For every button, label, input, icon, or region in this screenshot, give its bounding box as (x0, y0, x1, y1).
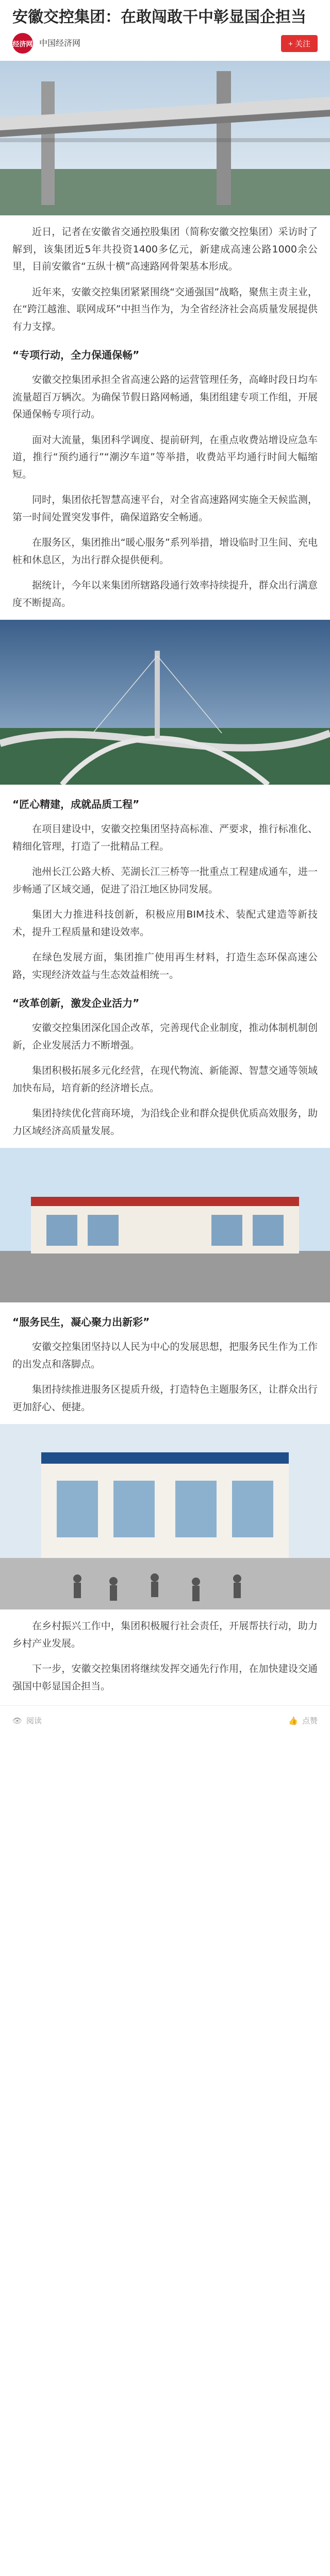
footer-left (12, 1715, 42, 1726)
paragraph: 下一步，安徽交控集团将继续发挥交通先行作用，在加快建设交通强国中彰显国企担当。 (12, 1663, 318, 1692)
paragraph: 池州长江公路大桥、芜湖长江三桥等一批重点工程建成通车，进一步畅通了区域交通，促进了沿江地区协同发展。 (12, 866, 318, 895)
thumbs-up-icon[interactable]: 👍 (288, 1716, 298, 1725)
paragraph: 在绿色发展方面，集团推广使用再生材料，打造生态环保高速公路，实现经济效益与生态效益相统一。 (12, 952, 318, 980)
interchange-illustration (0, 620, 330, 785)
service-area-photo (0, 1148, 330, 1302)
source-bar (0, 33, 330, 61)
paragraph: 集团持续推进服务区提质升级，打造特色主题服务区，让群众出行更加舒心、便捷。 (12, 1384, 318, 1413)
paragraph: 同时，集团依托智慧高速平台，对全省高速路网实施全天候监测，第一时间处置突发事件，确保道路安全畅通。 (12, 494, 318, 523)
article-title: 安徽交控集团：在敢闯敢干中彰显国企担当 (12, 8, 306, 26)
paragraph: 近年来，安徽交控集团紧紧围绕“交通强国”战略，聚焦主责主业，在“跨江越淮、联网成环”中担当作为，为全省经济社会高质量发展提供有力支撑。 (12, 286, 318, 332)
interchange-photo (0, 620, 330, 785)
paragraph: 在项目建设中，安徽交控集团坚持高标准、严要求，推行标准化、精细化管理，打造了一批精品工程。 (12, 823, 318, 852)
eye-icon: 👁 (12, 1716, 23, 1725)
bridge-photo (0, 61, 330, 215)
paragraph: 集团持续优化营商环境，为沿线企业和群众提供优质高效服务，助力区域经济高质量发展。 (12, 1108, 318, 1137)
paragraph: 安徽交控集团坚持以人民为中心的发展思想，把服务民生作为工作的出发点和落脚点。 (12, 1341, 318, 1370)
follow-button[interactable]: + 关注 (281, 35, 318, 52)
paragraph: 在服务区，集团推出“暖心服务”系列举措，增设临时卫生间、充电桩和休息区，为出行群众提供便利。 (12, 537, 318, 566)
paragraph: 安徽交控集团承担全省高速公路的运营管理任务，高峰时段日均车流量超百万辆次。为确保节假日路网畅通，集团组建专项工作组，开展保通保畅专项行动。 (12, 374, 318, 420)
paragraph: 据统计，今年以来集团所辖路段通行效率持续提升，群众出行满意度不断提高。 (12, 580, 318, 608)
station-photo (0, 1424, 330, 1609)
service-area-illustration (0, 1148, 330, 1302)
source-name[interactable]: 中国经济网 (39, 38, 81, 48)
like-group[interactable] (288, 1715, 318, 1726)
paragraph: 近日，记者在安徽省交通控股集团（简称安徽交控集团）采访时了解到，该集团近5年共投资1400多亿元，新建成高速公路1000余公里，目前安徽省“五纵十横”高速路网骨架基本形成。 (12, 226, 318, 272)
station-illustration (0, 1424, 330, 1609)
like-label[interactable]: 点赞 (302, 1716, 318, 1725)
paragraph: 集团积极拓展多元化经营，在现代物流、新能源、智慧交通等领域加快布局，培育新的经济增长点。 (12, 1065, 318, 1094)
bridge-illustration (0, 61, 330, 215)
read-label: 阅读 (26, 1716, 42, 1725)
source-avatar[interactable]: 经济网 (12, 33, 33, 54)
paragraph: 安徽交控集团深化国企改革，完善现代企业制度，推动体制机制创新，企业发展活力不断增强。 (12, 1022, 318, 1051)
paragraph: 集团大力推进科技创新，积极应用BIM技术、装配式建造等新技术，提升工程质量和建设效率。 (12, 909, 318, 938)
section-heading: “专项行动，全力保通保畅” (12, 349, 140, 361)
section-heading: “服务民生，凝心聚力出新彩” (12, 1316, 150, 1328)
paragraph: 面对大流量，集团科学调度、提前研判，在重点收费站增设应急车道，推行“预约通行”“潮汐车道”等举措，收费站平均通行时间大幅缩短。 (12, 434, 318, 480)
source-info[interactable] (12, 33, 80, 54)
paragraph: 在乡村振兴工作中，集团积极履行社会责任，开展帮扶行动，助力乡村产业发展。 (12, 1620, 318, 1649)
article-footer (0, 1705, 330, 1741)
section-heading: “改革创新，激发企业活力” (12, 997, 140, 1009)
section-heading: “匠心精建，成就品质工程” (12, 798, 140, 810)
